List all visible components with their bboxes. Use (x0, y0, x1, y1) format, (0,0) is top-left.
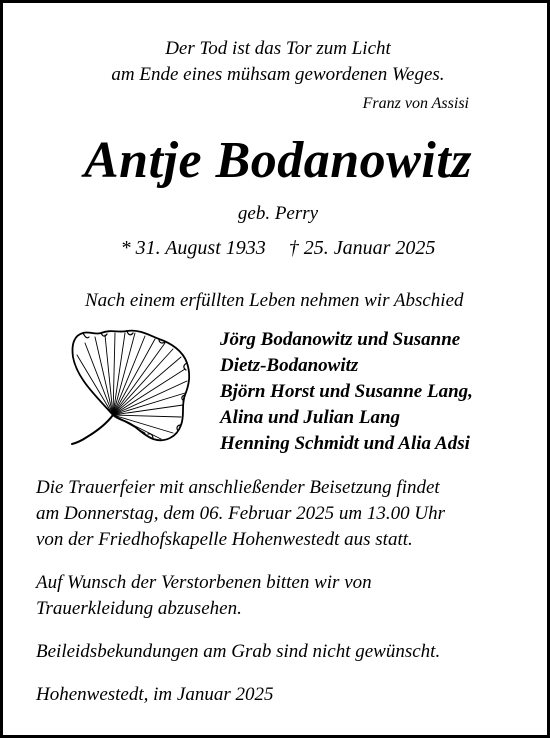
place-date (36, 682, 273, 708)
attire-notice-line: Auf Wunsch der Verstorbenen bitten wir von (36, 572, 372, 593)
mourner-line: Björn Horst und Susanne Lang, (220, 381, 473, 402)
mourner-line: Jörg Bodanowitz und Susanne (220, 329, 461, 350)
mourners-list (220, 327, 473, 457)
birth-date: * 31. August 1933 (120, 237, 266, 259)
death-date: † 25. Januar 2025 (288, 237, 436, 259)
condolence-notice (36, 639, 440, 665)
life-dates (3, 237, 550, 260)
condolence-notice-line: Beileidsbekundungen am Grab sind nicht gewünscht. (36, 641, 441, 662)
birth-name: geb. Perry (237, 203, 319, 224)
deceased-name: Antje Bodanowitz (84, 132, 472, 189)
farewell-text: Nach einem erfüllten Leben nehmen wir Abschied (85, 290, 464, 311)
place-date-line: Hohenwestedt, im Januar 2025 (36, 684, 274, 705)
funeral-notice-line: von der Friedhofskapelle Hohenwestedt aus statt. (36, 529, 413, 550)
quote-line: am Ende eines mühsam gewordenen Weges. (111, 64, 445, 85)
attire-notice-line: Trauerkleidung abzusehen. (36, 598, 242, 619)
quote-author: Franz von Assisi (362, 95, 469, 112)
mourner-line: Alina und Julian Lang (220, 407, 401, 428)
quote (3, 36, 550, 88)
funeral-notice-line: Die Trauerfeier mit anschließender Beisetzung findet (36, 477, 440, 498)
ginkgo-leaf-icon (67, 327, 197, 447)
funeral-notice (36, 475, 445, 553)
mourner-line: Dietz-Bodanowitz (220, 355, 359, 376)
attire-notice (36, 570, 372, 622)
quote-line: Der Tod ist das Tor zum Licht (165, 38, 391, 59)
funeral-notice-line: am Donnerstag, dem 06. Februar 2025 um 13.00 Uhr (36, 503, 446, 524)
mourner-line: Henning Schmidt und Alia Adsi (220, 433, 470, 454)
